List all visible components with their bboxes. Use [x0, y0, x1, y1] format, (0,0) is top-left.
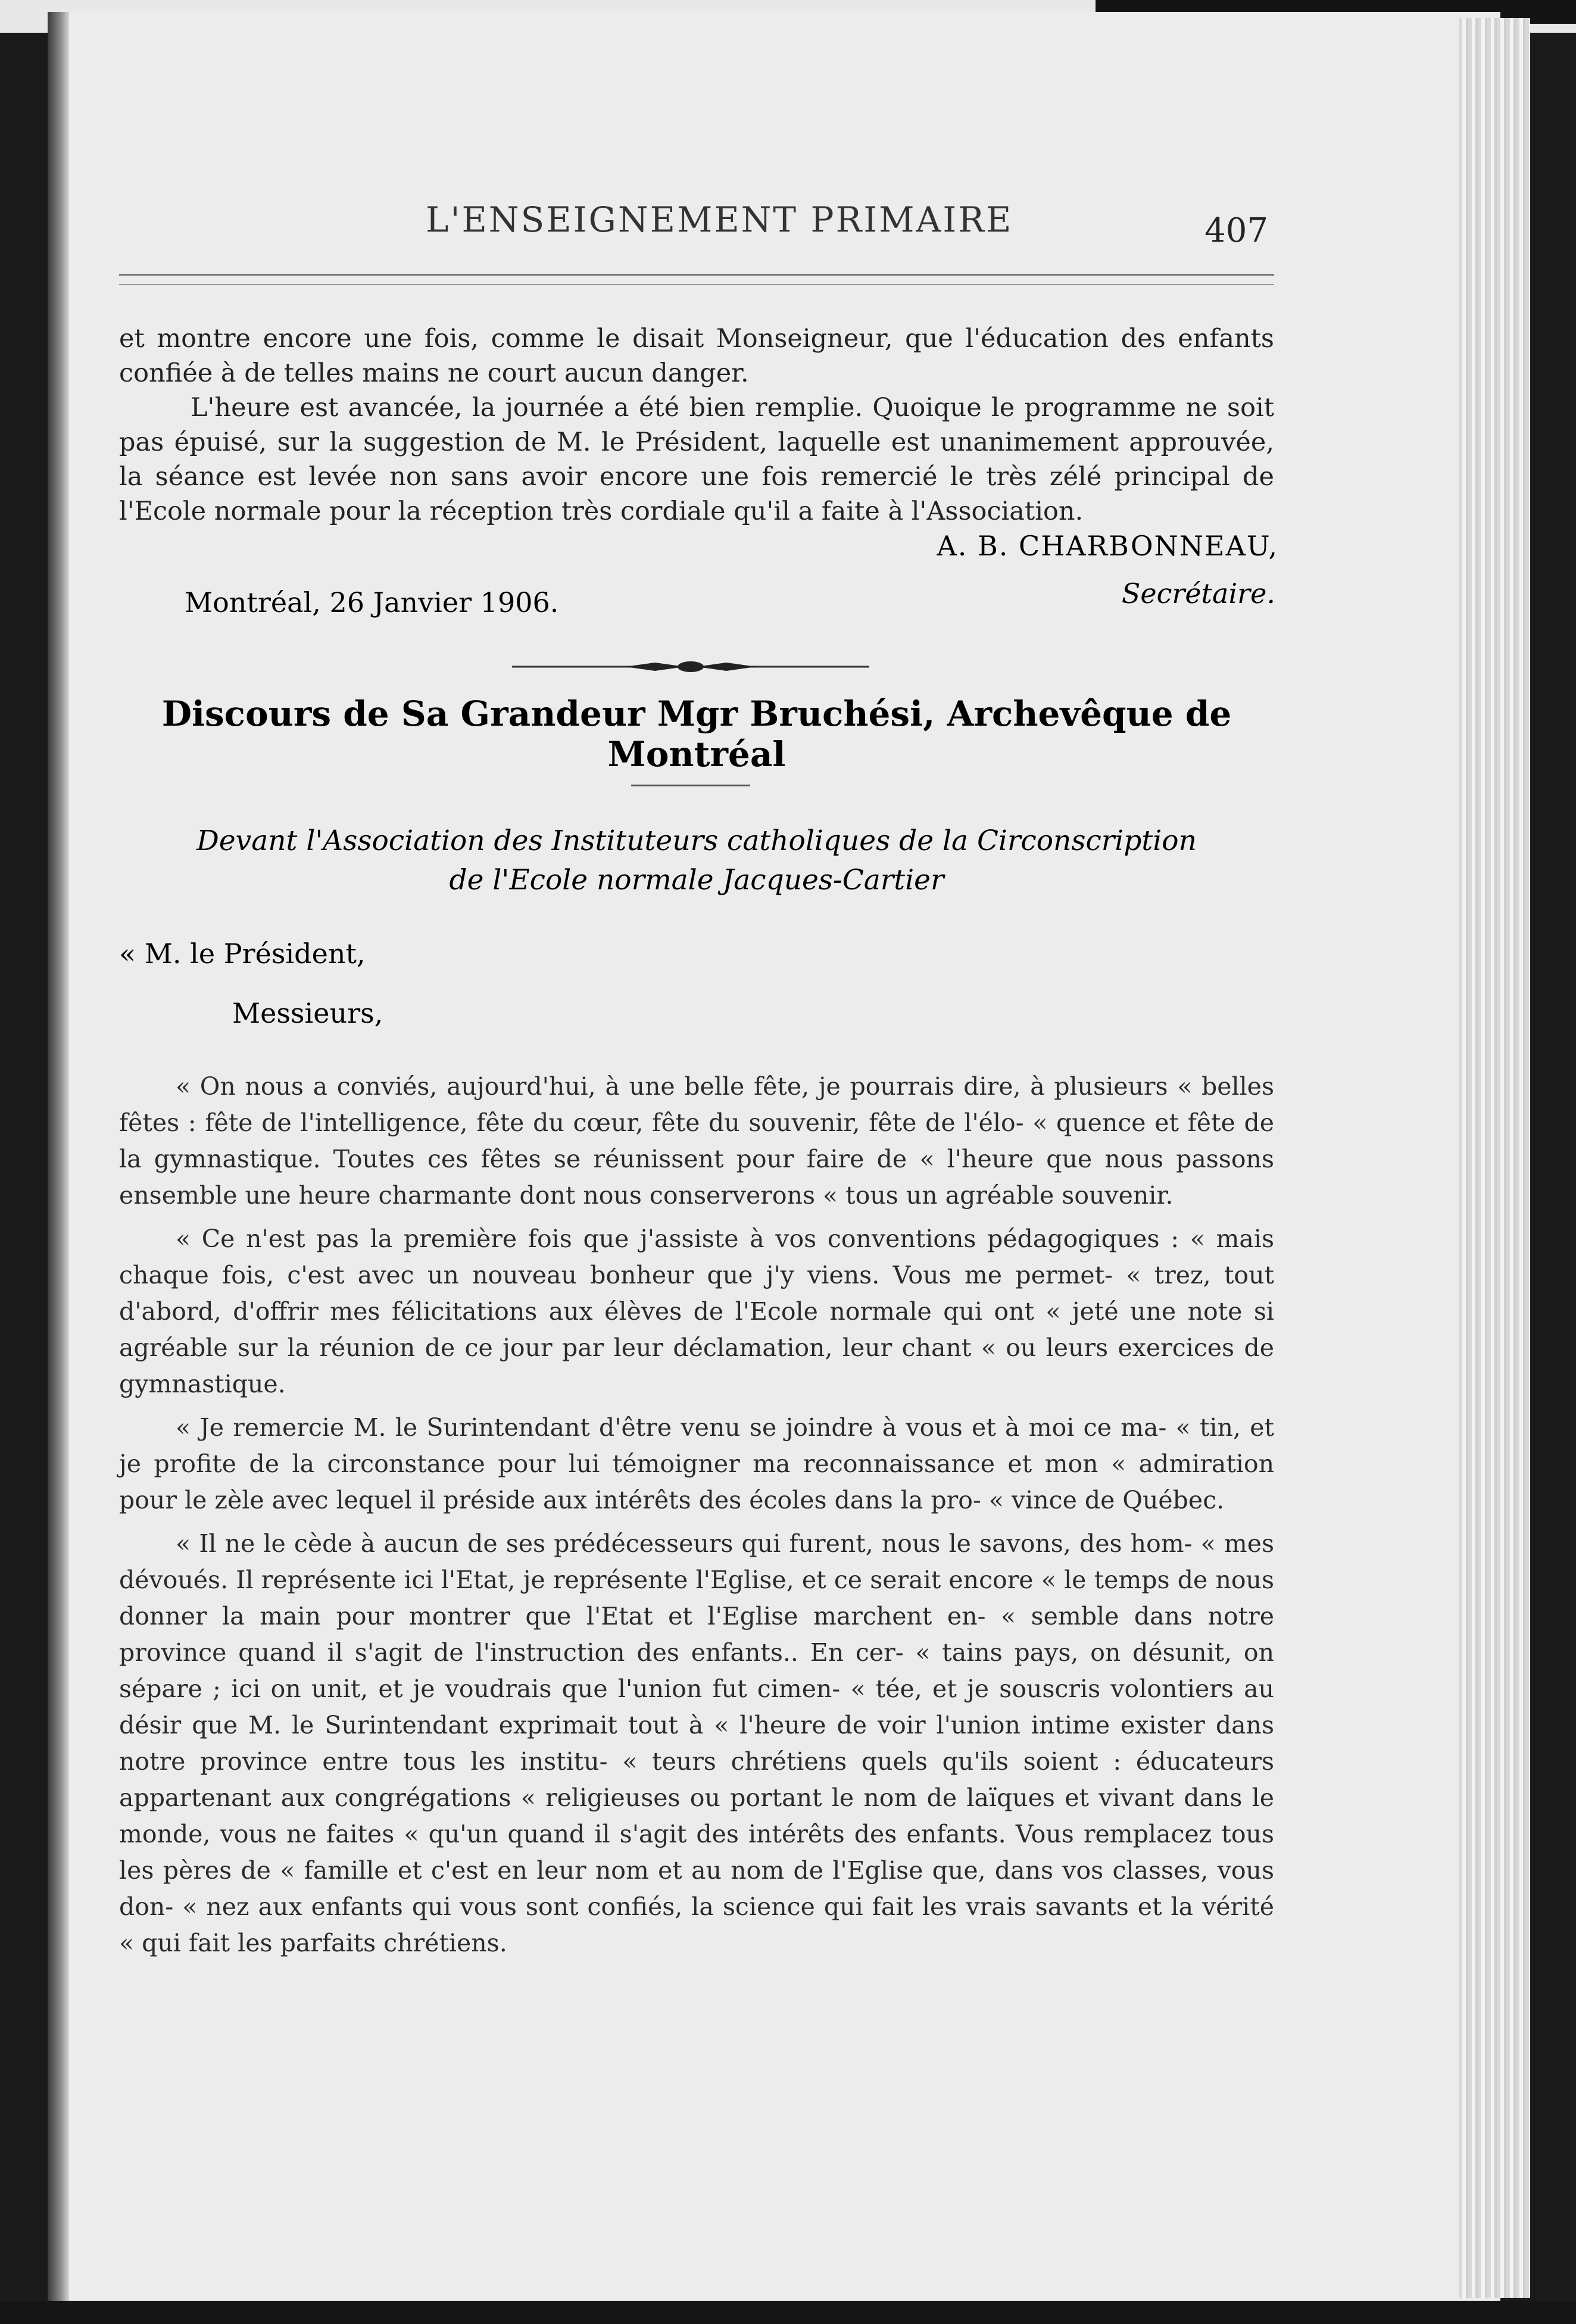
salutation-2: Messieurs, [232, 997, 383, 1029]
subtitle-line-2: de l'Ecole normale Jacques-Cartier [449, 864, 944, 897]
signature-role: Secrétaire. [1121, 577, 1275, 610]
signature-name: A. B. CHARBONNEAU, [937, 530, 1278, 562]
subtitle-line-1: Devant l'Association des Instituteurs catholiques de la Circonscription [196, 824, 1197, 857]
intro-paragraph-2: L'heure est avancée, la journée a été bien remplie. Quoique le programme ne soit pas épuisé, sur la suggestion de M. le Président, laquelle est unanimement approuvée, la séance est levée non sans avoir encore une fois remercié le très zélé principal de l'Ecole normale pour la réception très cordiale qu'il a faite à l'Association. [119, 393, 1274, 526]
discourse-title: Discours de Sa Grandeur Mgr Bruchési, Archevêque de Montréal [161, 694, 1232, 774]
intro-text [119, 321, 1274, 529]
speech-paragraph: « On nous a conviés, aujourd'hui, à une belle fête, je pourrais dire, à plusieurs « belles fêtes : fête de l'intelligence, fête du cœur, fête du souvenir, fête de l'élo- « quence et fête de la gymnastique. Toutes ces fêtes se réunissent pour faire de « l'heure que nous passons ensemble une heure charmante dont nous conserverons « tous un agréable souvenir. [119, 1072, 1274, 1210]
intro-paragraph-1: et montre encore une fois, comme le disait Monseigneur, que l'éducation des enfants confiée à de telles mains ne court aucun danger. [119, 324, 1274, 388]
running-title: L'ENSEIGNEMENT PRIMAIRE [426, 199, 1013, 240]
page-edges [1459, 18, 1530, 2298]
page-number: 407 [1204, 211, 1268, 250]
speech-paragraph: « Je remercie M. le Surintendant d'être venu se joindre à vous et à moi ce ma- « tin, et je profite de la circonstance pour lui témoigner ma reconnaissance et mon « admiration pour le zèle avec lequel il préside aux intérêts des écoles dans la pro- « vince de Québec. [119, 1413, 1274, 1514]
discourse-subtitle [119, 821, 1274, 900]
title-rule [631, 785, 750, 786]
salutation: « M. le Président, [119, 938, 366, 970]
ornament-divider [512, 658, 869, 676]
signature-place-date: Montréal, 26 Janvier 1906. [185, 586, 559, 619]
speech-paragraph: « Il ne le cède à aucun de ses prédécesseurs qui furent, nous le savons, des hom- « mes dévoués. Il représente ici l'Etat, je représente l'Eglise, et ce serait encore « le temps de nous donner la main pour montrer que l'Etat et l'Eglise marchent en- « semble dans notre province quand il s'agit de l'instruction des enfants.. En cer- « tains pays, on désunit, on sépare ; ici on unit, et je voudrais que l'union fut cimen- « tée, et je souscris volontiers au désir que M. le Surintendant exprimait tout à « l'heure de voir l'union intime exister dans notre province entre tous les institu- « teurs chrétiens quels qu'ils soient : éducateurs appartenant aux congrégations « religieuses ou portant le nom de laïques et vivant dans le monde, vous ne faites « qu'un quand il s'agit des intérêts des enfants. Vous remplacez tous les pères de « famille et c'est en leur nom et au nom de l'Eglise que, dans vos classes, vous don- « nez aux enfants qui vous sont confiés, la science qui fait les vrais savants et la vérité « qui fait les parfaits chrétiens. [119, 1529, 1274, 1957]
header-rule [119, 274, 1274, 285]
book-spine-shadow [48, 12, 69, 2301]
page-header [119, 199, 1274, 253]
speech-body [119, 1069, 1274, 1969]
speech-paragraph: « Ce n'est pas la première fois que j'assiste à vos conventions pédagogiques : « mais chaque fois, c'est avec un nouveau bonheur que j'y viens. Vous me permet- « trez, tout d'abord, d'offrir mes félicitations aux élèves de l'Ecole normale qui ont « jeté une note si agréable sur la réunion de ce jour par leur déclamation, leur chant « ou leurs exercices de gymnastique. [119, 1225, 1274, 1398]
scan-bottom-border [0, 2301, 1576, 2324]
